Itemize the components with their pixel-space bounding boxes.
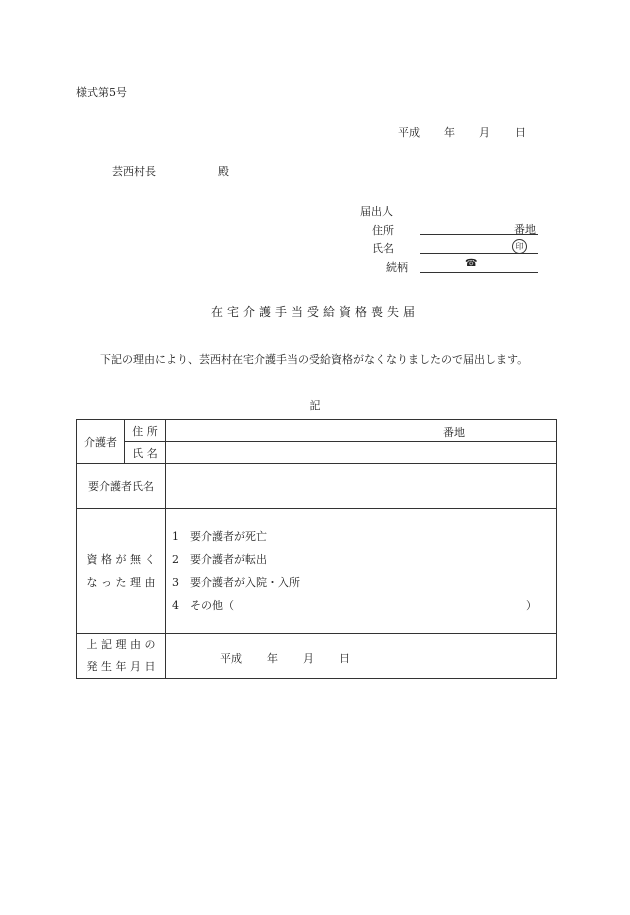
occurrence-date-era: 平成 — [220, 652, 242, 665]
occurrence-date-field[interactable] — [166, 634, 557, 679]
seal-mark: 印 — [512, 239, 527, 254]
occurrence-date-row — [77, 634, 557, 679]
caregiver-address-suffix: 番地 — [443, 426, 465, 439]
telephone-icon: ☎ — [465, 258, 478, 269]
caregiver-name-label: 氏 名 — [125, 442, 166, 464]
occurrence-date-year: 年 — [267, 652, 278, 665]
form-title: 在宅介護手当受給資格喪失届 — [210, 305, 419, 319]
reason-label — [77, 509, 166, 634]
caregiver-address-row — [77, 420, 557, 442]
care-recipient-label: 要介護者氏名 — [77, 464, 166, 509]
caregiver-name-field[interactable] — [166, 442, 557, 464]
reason-options — [166, 509, 557, 634]
date-month: 月 — [479, 126, 490, 139]
care-recipient-name-field[interactable] — [166, 464, 557, 509]
caregiver-label: 介護者 — [77, 420, 125, 464]
applicant-heading: 届出人 — [360, 205, 393, 218]
reason-label-line1: 資 格 が 無 く — [86, 553, 156, 566]
details-table — [76, 419, 557, 679]
occurrence-date-month: 月 — [303, 652, 314, 665]
occurrence-date-label — [77, 634, 166, 679]
addressee-honorific: 殿 — [218, 165, 229, 178]
reason-option[interactable]: 1 要介護者が死亡 — [172, 530, 267, 543]
note-heading: 記 — [309, 399, 321, 412]
addressee-name: 芸西村長 — [112, 165, 156, 178]
applicant-name-label: 氏名 — [372, 242, 394, 255]
occurrence-date-label-line2: 発 生 年 月 日 — [86, 660, 156, 673]
applicant-relation-line[interactable] — [420, 272, 538, 273]
applicant-address-label: 住所 — [372, 224, 394, 237]
date-era: 平成 — [398, 126, 420, 139]
date-day: 日 — [515, 126, 526, 139]
occurrence-date-day: 日 — [339, 652, 350, 665]
applicant-relation-label: 続柄 — [386, 261, 408, 274]
caregiver-address-label: 住 所 — [125, 420, 166, 442]
occurrence-date-label-line1: 上 記 理 由 の — [86, 638, 156, 651]
applicant-address-line[interactable] — [420, 234, 538, 235]
reason-row — [77, 509, 557, 634]
reason-option[interactable]: 2 要介護者が転出 — [172, 553, 267, 566]
applicant-name-line[interactable] — [420, 253, 538, 254]
form-number: 様式第5号 — [76, 86, 127, 99]
other-close-paren: ） — [526, 599, 537, 612]
applicant-address-suffix: 番地 — [514, 223, 536, 236]
reason-option-other[interactable]: 4 その他（ ） — [172, 594, 556, 617]
reason-label-line2: な っ た 理 由 — [86, 576, 156, 589]
date-year: 年 — [444, 126, 455, 139]
caregiver-name-row — [77, 442, 557, 464]
care-recipient-row — [77, 464, 557, 509]
reason-option[interactable]: 3 要介護者が入院・入所 — [172, 576, 300, 589]
statement: 下記の理由により、芸西村在宅介護手当の受給資格がなくなりましたので届出します。 — [100, 353, 529, 366]
caregiver-address-field[interactable] — [166, 420, 557, 442]
